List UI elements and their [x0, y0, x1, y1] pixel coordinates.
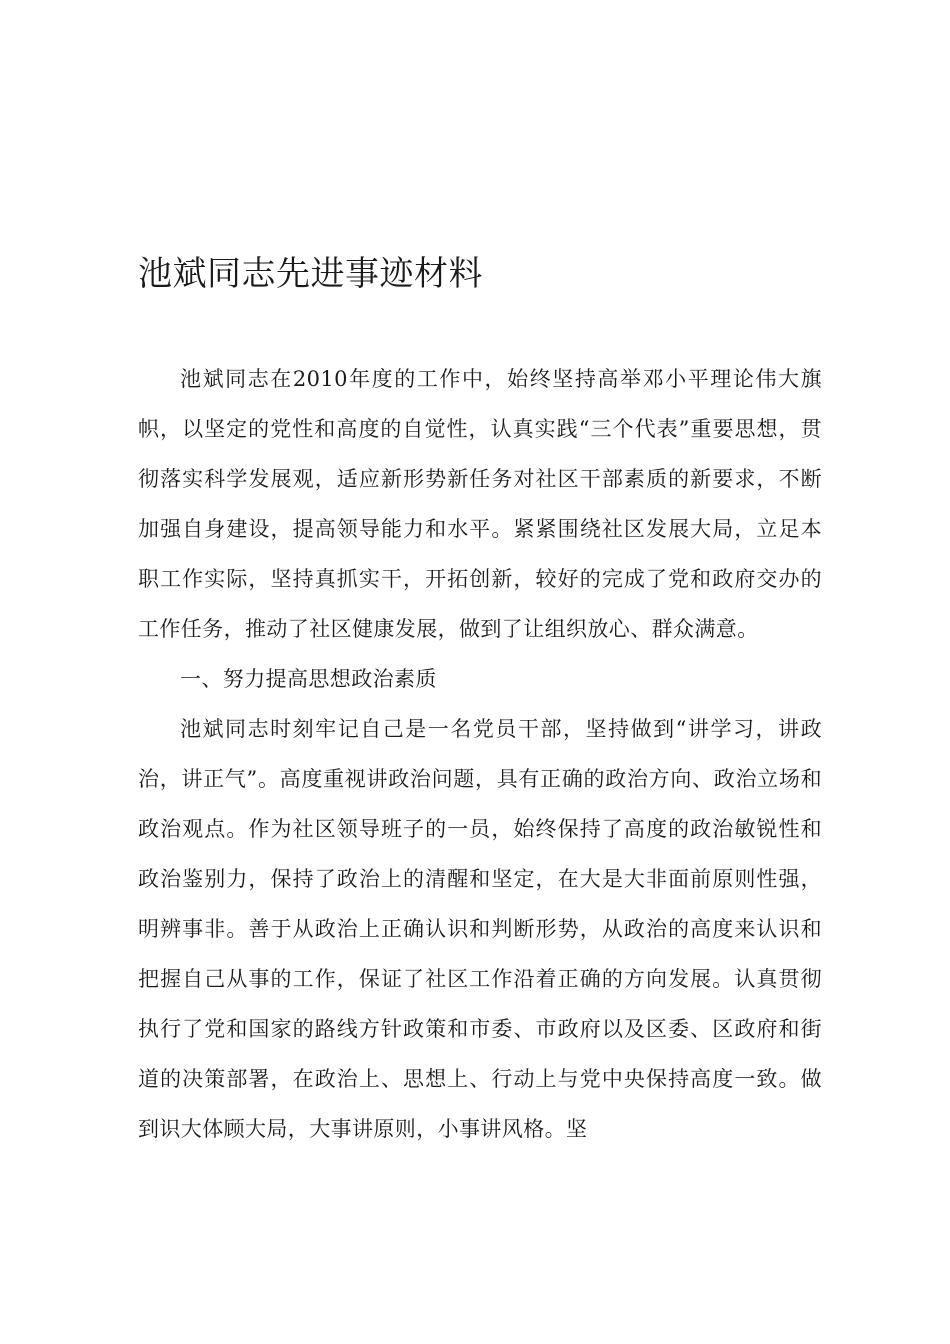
document-body: [138, 354, 822, 1154]
intro-paragraph: 池斌同志在2010年度的工作中，始终坚持高举邓小平理论伟大旗帜，以坚定的党性和高度的自觉性，认真实践“三个代表”重要思想，贯彻落实科学发展观，适应新形势新任务对社区干部素质的新要求，不断加强自身建设，提高领导能力和水平。紧紧围绕社区发展大局，立足本职工作实际，坚持真抓实干，开拓创新，较好的完成了党和政府交办的工作任务，推动了社区健康发展，做到了让组织放心、群众满意。: [138, 367, 822, 641]
document-title: 池斌同志先进事迹材料: [138, 254, 483, 294]
section-heading-1: 一、努力提高思想政治素质: [180, 667, 437, 691]
section-1-paragraph: 池斌同志时刻牢记自己是一名党员干部，坚持做到“讲学习，讲政治，讲正气”。高度重视讲政治问题，具有正确的政治方向、政治立场和政治观点。作为社区领导班子的一员，始终保持了高度的政治敏锐性和政治鉴别力，保持了政治上的清醒和坚定，在大是大非面前原则性强，明辨事非。善于从政治上正确认识和判断形势，从政治的高度来认识和把握自己从事的工作，保证了社区工作沿着正确的方向发展。认真贯彻执行了党和国家的路线方针政策和市委、市政府以及区委、区政府和街道的决策部署，在政治上、思想上、行动上与党中央保持高度一致。做到识大体顾大局，大事讲原则，小事讲风格。坚: [138, 717, 822, 1141]
